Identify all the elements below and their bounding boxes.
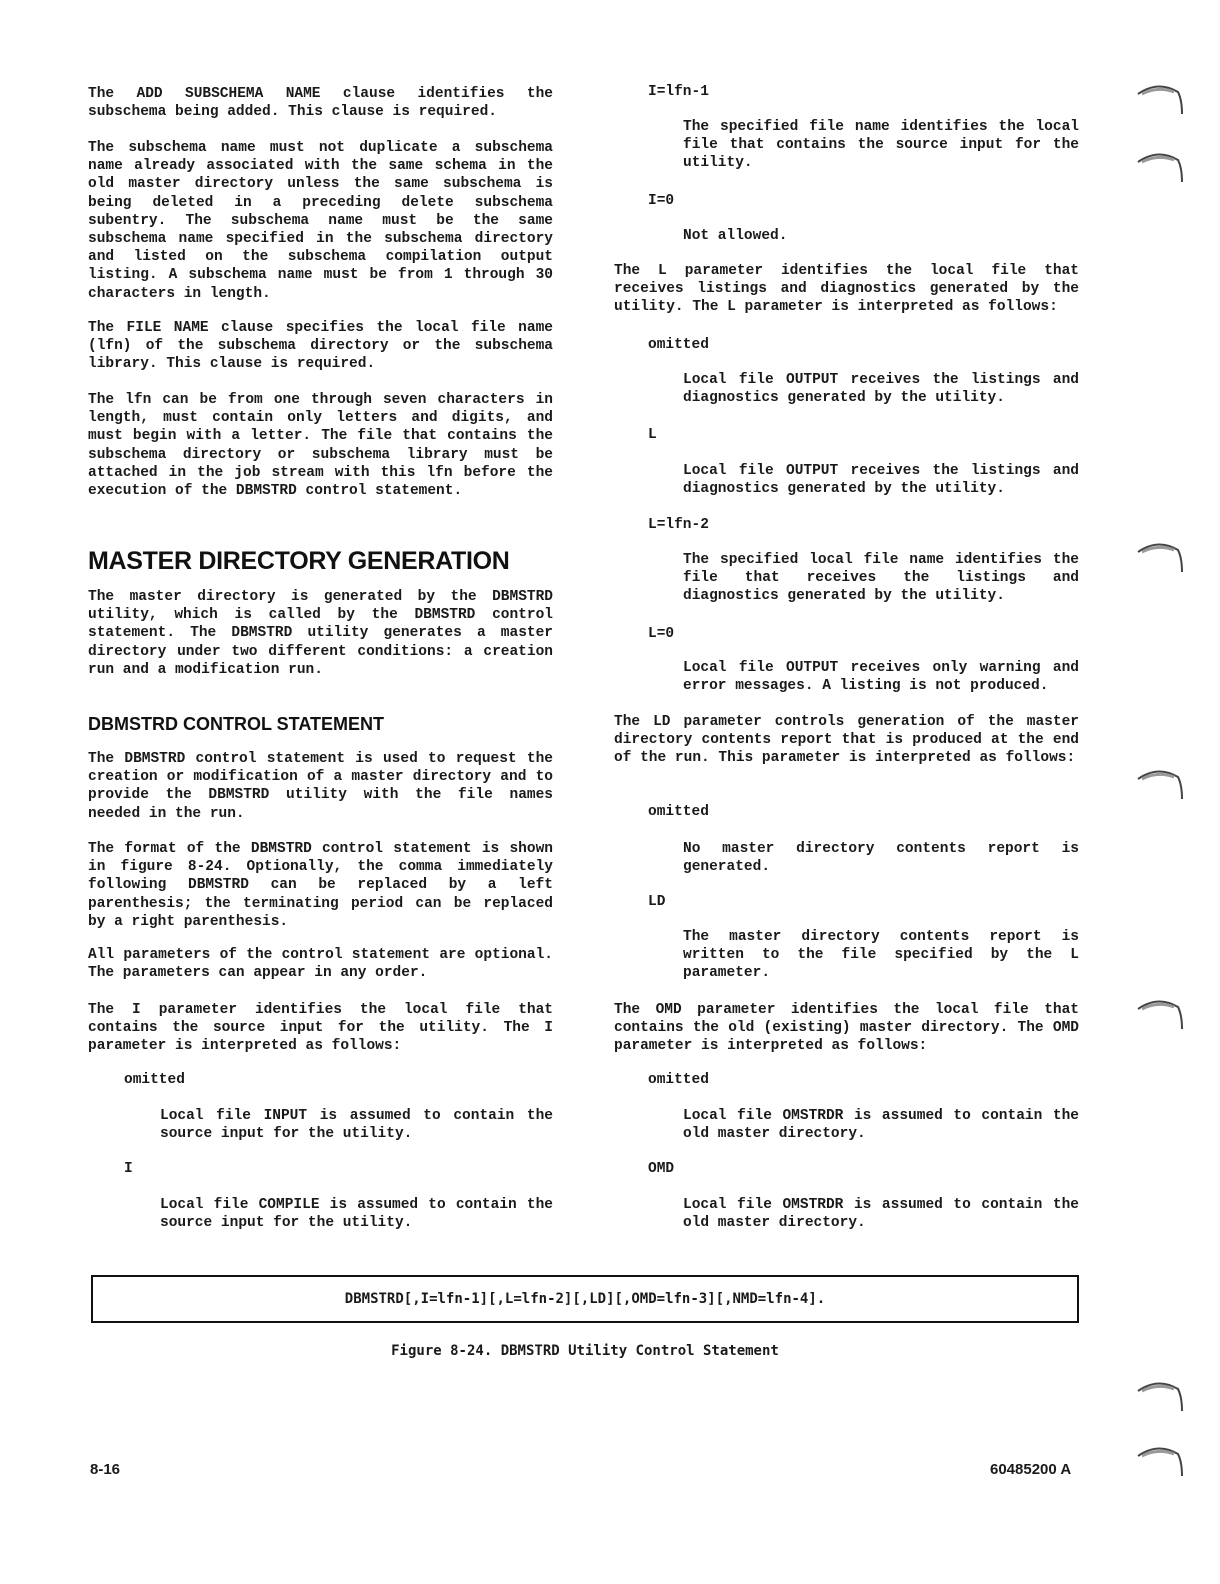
paragraph-add-subschema: The ADD SUBSCHEMA NAME clause identifies the subschema being added. This clause is required. bbox=[88, 86, 553, 121]
term-i-0: I=0 bbox=[648, 193, 675, 209]
binder-ring-icon bbox=[1136, 146, 1184, 186]
paragraph-subschema-name: The subschema name must not duplicate a subschema name already associated with the same schema in the old master directory unless the same subschema is being deleted in a preceding delete subschema subentry. The subschema name must be the same subschema name specified in the subschema directory and listed on the subschema compilation output listing. A subschema name must be from 1 through 30 characters in length. bbox=[88, 140, 553, 302]
term-l: L bbox=[648, 427, 657, 443]
paragraph-dbmstrd-format: The format of the DBMSTRD control statement is shown in figure 8-24. Optionally, the comma immediately following DBMSTRD can be replaced by a left parenthesis; the terminating period can be replaced by a right parenthesis. bbox=[88, 841, 553, 930]
desc-i-omitted: Local file INPUT is assumed to contain the source input for the utility. bbox=[160, 1108, 553, 1143]
desc-l: Local file OUTPUT receives the listings and diagnostics generated by the utility. bbox=[683, 463, 1079, 498]
binder-ring-icon bbox=[1136, 763, 1184, 803]
term-i-omitted: omitted bbox=[124, 1072, 185, 1088]
paragraph-lfn: The lfn can be from one through seven characters in length, must contain only letters and digits, and must begin with a letter. The file that contains the subschema directory or subschema library must be attached in the job stream with this lfn before the execution of the DBMSTRD control statement. bbox=[88, 392, 553, 500]
desc-omd-omitted: Local file OMSTRDR is assumed to contain the old master directory. bbox=[683, 1108, 1079, 1143]
desc-l-omitted: Local file OUTPUT receives the listings and diagnostics generated by the utility. bbox=[683, 372, 1079, 407]
desc-l-lfn2: The specified local file name identifies the file that receives the listings and diagnostics generated by the utility. bbox=[683, 552, 1079, 605]
paragraph-parameters-optional: All parameters of the control statement are optional. The parameters can appear in any order. bbox=[88, 947, 553, 982]
term-l-omitted: omitted bbox=[648, 337, 709, 353]
paragraph-dbmstrd-request: The DBMSTRD control statement is used to request the creation or modification of a master directory and to provide the DBMSTRD utility with the file names needed in the run. bbox=[88, 751, 553, 822]
term-omd-omitted: omitted bbox=[648, 1072, 709, 1088]
paragraph-master-directory: The master directory is generated by the DBMSTRD utility, which is called by the DBMSTRD control statement. The DBMSTRD utility generates a master directory under two different conditions: a creation run and a modification run. bbox=[88, 589, 553, 678]
binder-ring-icon bbox=[1136, 536, 1184, 576]
binder-ring-icon bbox=[1136, 993, 1184, 1033]
term-i: I bbox=[124, 1161, 133, 1177]
term-omd: OMD bbox=[648, 1161, 675, 1177]
term-l-lfn2: L=lfn-2 bbox=[648, 517, 709, 533]
desc-i-lfn1: The specified file name identifies the local file that contains the source input for the utility. bbox=[683, 119, 1079, 172]
binder-ring-icon bbox=[1136, 78, 1184, 118]
binder-ring-icon bbox=[1136, 1375, 1184, 1415]
page-number: 8-16 bbox=[90, 1461, 121, 1478]
term-i-lfn1: I=lfn-1 bbox=[648, 84, 709, 100]
subsection-heading-dbmstrd: DBMSTRD CONTROL STATEMENT bbox=[88, 714, 384, 734]
desc-i-0: Not allowed. bbox=[683, 228, 788, 244]
desc-omd: Local file OMSTRDR is assumed to contain the old master directory. bbox=[683, 1197, 1079, 1232]
figure-caption: Figure 8-24. DBMSTRD Utility Control Statement bbox=[391, 1343, 779, 1359]
figure-box bbox=[91, 1275, 1079, 1323]
section-heading-master-directory: MASTER DIRECTORY GENERATION bbox=[88, 547, 510, 575]
binder-ring-icon bbox=[1136, 1440, 1184, 1480]
paragraph-omd-parameter: The OMD parameter identifies the local file that contains the old (existing) master directory. The OMD parameter is interpreted as follows: bbox=[614, 1002, 1079, 1055]
figure-statement: DBMSTRD[,I=lfn-1][,L=lfn-2][,LD][,OMD=lfn-3][,NMD=lfn-4]. bbox=[344, 1291, 826, 1307]
term-l-0: L=0 bbox=[648, 626, 675, 642]
paragraph-ld-parameter: The LD parameter controls generation of the master directory contents report that is produced at the end of the run. This parameter is interpreted as follows: bbox=[614, 714, 1079, 767]
desc-l-0: Local file OUTPUT receives only warning and error messages. A listing is not produced. bbox=[683, 660, 1079, 695]
paragraph-l-parameter: The L parameter identifies the local file that receives listings and diagnostics generated by the utility. The L parameter is interpreted as follows: bbox=[614, 263, 1079, 316]
term-ld-omitted: omitted bbox=[648, 804, 709, 820]
desc-ld-omitted: No master directory contents report is generated. bbox=[683, 841, 1079, 876]
desc-ld: The master directory contents report is written to the file specified by the L parameter. bbox=[683, 929, 1079, 982]
desc-i: Local file COMPILE is assumed to contain the source input for the utility. bbox=[160, 1197, 553, 1232]
document-number: 60485200 A bbox=[990, 1461, 1072, 1478]
term-ld: LD bbox=[648, 894, 666, 910]
paragraph-i-parameter: The I parameter identifies the local file that contains the source input for the utility. The I parameter is interpreted as follows: bbox=[88, 1002, 553, 1055]
paragraph-file-name: The FILE NAME clause specifies the local file name (lfn) of the subschema directory or the subschema library. This clause is required. bbox=[88, 320, 553, 373]
